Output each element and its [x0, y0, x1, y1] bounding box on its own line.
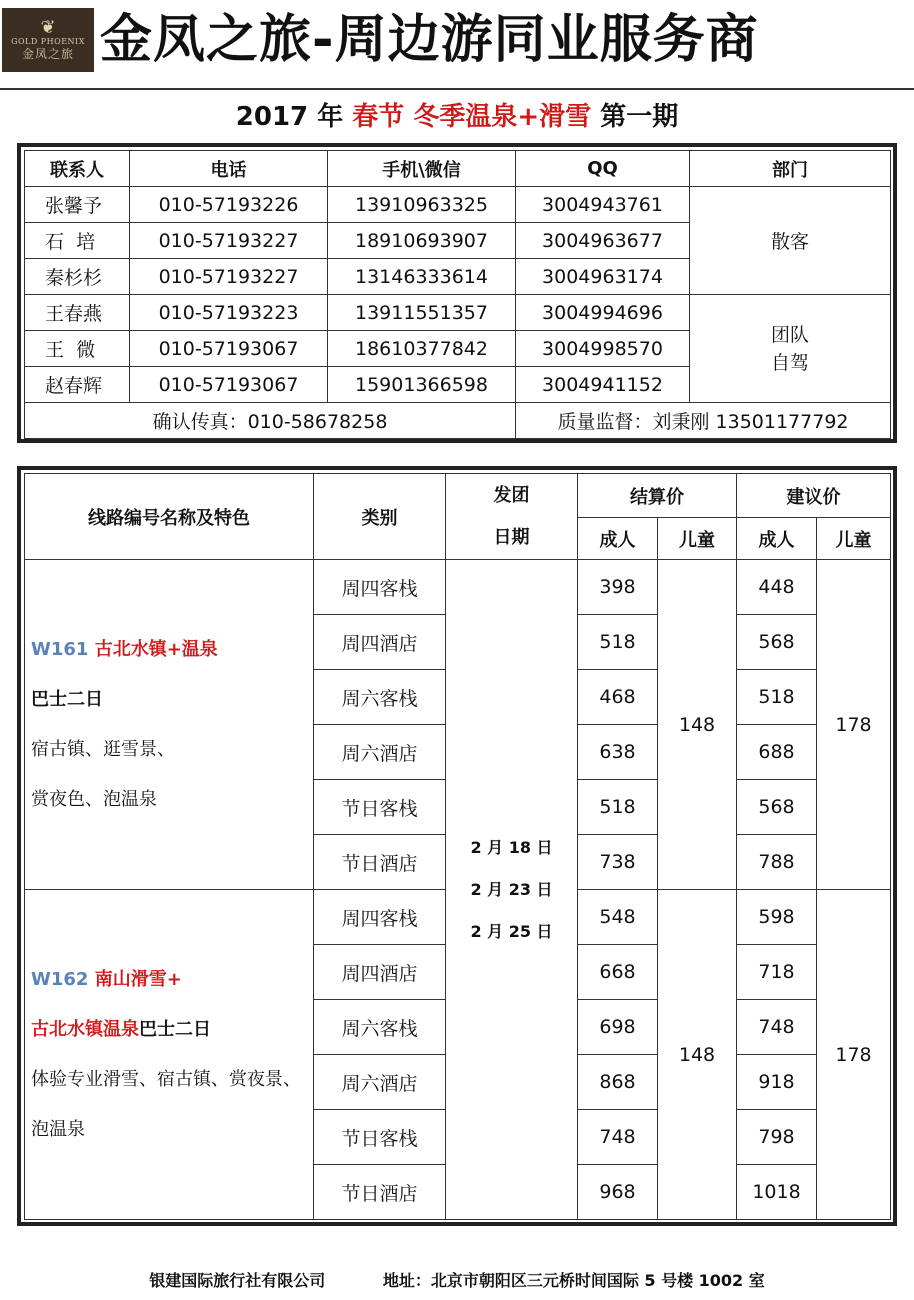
route-w162 — [25, 890, 314, 1220]
settle-child-price: 148 — [658, 890, 737, 1220]
contact-phone: 010-57193227 — [130, 223, 328, 259]
departure-date: 2 月 25 日 — [470, 921, 553, 941]
room-type: 周四酒店 — [314, 615, 446, 670]
route-desc-line2: 赏夜色、泡温泉 — [31, 788, 157, 810]
route-name: 古北水镇+温泉 — [94, 638, 218, 660]
header-mobile: 手机\微信 — [328, 151, 516, 187]
subtitle-year: 2017 年 — [235, 102, 344, 132]
room-type: 节日酒店 — [314, 1165, 446, 1220]
contact-phone: 010-57193227 — [130, 259, 328, 295]
room-type: 周六客栈 — [314, 670, 446, 725]
suggest-adult-price: 748 — [737, 1000, 817, 1055]
header-qq: QQ — [516, 151, 690, 187]
settle-adult-price: 698 — [578, 1000, 658, 1055]
settle-adult-price: 468 — [578, 670, 658, 725]
header-suggest-child: 儿童 — [817, 518, 891, 560]
suggest-adult-price: 1018 — [737, 1165, 817, 1220]
route-name-cont: 古北水镇温泉 — [31, 1018, 139, 1040]
settle-adult-price: 518 — [578, 780, 658, 835]
route-name: 南山滑雪+ — [94, 968, 182, 990]
header-settle-adult: 成人 — [578, 518, 658, 560]
suggest-adult-price: 918 — [737, 1055, 817, 1110]
header-route: 线路编号名称及特色 — [25, 474, 314, 560]
confirm-fax: 确认传真：010-58678258 — [25, 403, 516, 439]
settle-adult-price: 398 — [578, 560, 658, 615]
issue-subtitle — [0, 96, 914, 138]
contact-name: 王春燕 — [25, 295, 130, 331]
contact-qq: 3004963677 — [516, 223, 690, 259]
price-table — [24, 473, 891, 1220]
header-date-line1: 发团 — [493, 484, 530, 506]
settle-adult-price: 738 — [578, 835, 658, 890]
page-footer — [0, 1268, 914, 1291]
route-w161 — [25, 560, 314, 890]
header-settle-child: 儿童 — [658, 518, 737, 560]
company-logo — [2, 8, 94, 72]
departure-date: 2 月 23 日 — [470, 879, 553, 899]
contact-mobile: 13910963325 — [328, 187, 516, 223]
contact-mobile: 13146333614 — [328, 259, 516, 295]
suggest-child-price: 178 — [817, 560, 891, 890]
header-type: 类别 — [314, 474, 446, 560]
room-type: 节日酒店 — [314, 835, 446, 890]
header-date — [446, 474, 578, 560]
route-desc-line1: 宿古镇、逛雪景、 — [31, 738, 175, 760]
suggest-adult-price: 598 — [737, 890, 817, 945]
header-suggested-price: 建议价 — [737, 474, 891, 518]
room-type: 周六酒店 — [314, 1055, 446, 1110]
contacts-footer-row — [25, 403, 891, 439]
settle-adult-price: 518 — [578, 615, 658, 670]
subtitle-issue: 第一期 — [600, 102, 679, 132]
contact-qq: 3004998570 — [516, 331, 690, 367]
room-type: 周四客栈 — [314, 890, 446, 945]
contacts-box — [17, 143, 897, 443]
suggest-adult-price: 518 — [737, 670, 817, 725]
contact-row — [25, 295, 891, 331]
department-group-line2: 自驾 — [770, 351, 809, 374]
contact-name: 石 培 — [25, 223, 130, 259]
route-desc-line2: 泡温泉 — [31, 1118, 85, 1140]
room-type: 周六酒店 — [314, 725, 446, 780]
suggest-child-price: 178 — [817, 890, 891, 1220]
contacts-header-row — [25, 151, 891, 187]
contact-mobile: 13911551357 — [328, 295, 516, 331]
suggest-adult-price: 798 — [737, 1110, 817, 1165]
contact-phone: 010-57193223 — [130, 295, 328, 331]
contact-qq: 3004994696 — [516, 295, 690, 331]
department-group — [690, 295, 891, 403]
suggest-adult-price: 568 — [737, 780, 817, 835]
route-desc-line1: 体验专业滑雪、宿古镇、赏夜景、 — [31, 1068, 301, 1090]
settle-adult-price: 868 — [578, 1055, 658, 1110]
departure-dates — [446, 560, 578, 1220]
contact-name: 赵春辉 — [25, 367, 130, 403]
contact-phone: 010-57193067 — [130, 367, 328, 403]
contact-name: 王 微 — [25, 331, 130, 367]
departure-date: 2 月 18 日 — [470, 837, 553, 857]
room-type: 周四酒店 — [314, 945, 446, 1000]
phoenix-logo-icon: ❦ — [40, 17, 56, 38]
contact-mobile: 15901366598 — [328, 367, 516, 403]
suggest-adult-price: 568 — [737, 615, 817, 670]
contact-phone: 010-57193067 — [130, 331, 328, 367]
subtitle-theme: 冬季温泉+滑雪 — [413, 102, 592, 132]
contact-mobile: 18610377842 — [328, 331, 516, 367]
route-transport: 巴士二日 — [139, 1018, 211, 1040]
subtitle-festival: 春节 — [352, 102, 405, 132]
contact-phone: 010-57193226 — [130, 187, 328, 223]
price-box — [17, 466, 897, 1226]
suggest-adult-price: 448 — [737, 560, 817, 615]
contact-mobile: 18910693907 — [328, 223, 516, 259]
quality-supervisor: 质量监督：刘秉刚 13501177792 — [516, 403, 891, 439]
route-code: W161 — [31, 638, 89, 660]
route-code: W162 — [31, 968, 89, 990]
page-title: 金凤之旅-周边游同业服务商 — [100, 10, 759, 70]
header-date-line2: 日期 — [493, 526, 530, 548]
contact-row — [25, 187, 891, 223]
room-type: 周六客栈 — [314, 1000, 446, 1055]
suggest-adult-price: 788 — [737, 835, 817, 890]
settle-adult-price: 638 — [578, 725, 658, 780]
contact-qq: 3004943761 — [516, 187, 690, 223]
footer-company: 银建国际旅行社有限公司 — [149, 1271, 326, 1290]
room-type: 周四客栈 — [314, 560, 446, 615]
header-divider — [0, 88, 914, 90]
department-group-line1: 团队 — [770, 323, 809, 346]
contacts-table — [24, 150, 891, 439]
header-phone: 电话 — [130, 151, 328, 187]
price-row — [25, 560, 891, 615]
logo-chinese-text: 金凤之旅 — [21, 47, 74, 61]
route-transport: 巴士二日 — [31, 688, 103, 710]
contact-name: 张馨予 — [25, 187, 130, 223]
header-department: 部门 — [690, 151, 891, 187]
contact-qq: 3004963174 — [516, 259, 690, 295]
footer-address: 地址：北京市朝阳区三元桥时间国际 5 号楼 1002 室 — [382, 1271, 765, 1290]
header-contact: 联系人 — [25, 151, 130, 187]
room-type: 节日客栈 — [314, 780, 446, 835]
settle-adult-price: 968 — [578, 1165, 658, 1220]
logo-english-text: GOLD PHOENIX — [11, 37, 85, 46]
department-retail: 散客 — [690, 187, 891, 295]
price-header-row-1 — [25, 474, 891, 518]
contact-name: 秦杉杉 — [25, 259, 130, 295]
contact-qq: 3004941152 — [516, 367, 690, 403]
suggest-adult-price: 718 — [737, 945, 817, 1000]
header-settlement-price: 结算价 — [578, 474, 737, 518]
settle-child-price: 148 — [658, 560, 737, 890]
settle-adult-price: 668 — [578, 945, 658, 1000]
room-type: 节日客栈 — [314, 1110, 446, 1165]
suggest-adult-price: 688 — [737, 725, 817, 780]
settle-adult-price: 748 — [578, 1110, 658, 1165]
header-suggest-adult: 成人 — [737, 518, 817, 560]
settle-adult-price: 548 — [578, 890, 658, 945]
